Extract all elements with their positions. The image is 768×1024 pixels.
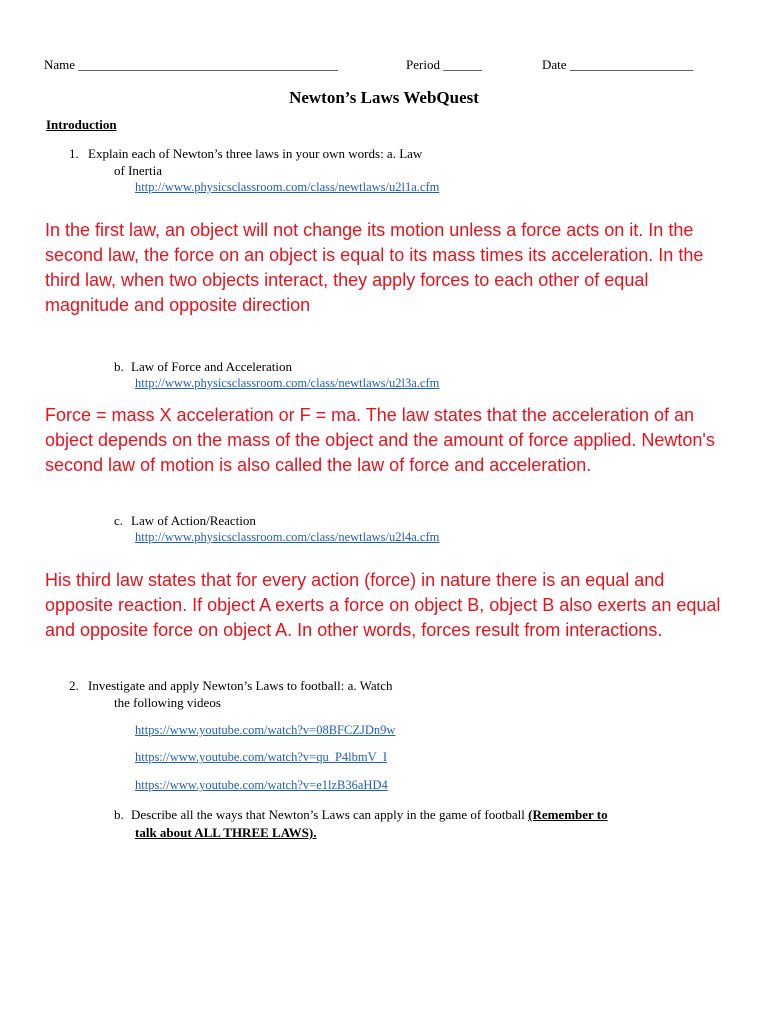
- link-law-of-force-acceleration[interactable]: http://www.physicsclassroom.com/class/newtlaws/u2l3a.cfm: [135, 376, 440, 390]
- video-link-1[interactable]: https://www.youtube.com/watch?v=08BFCZJDn9w: [135, 723, 396, 737]
- question-2-number: 2.: [69, 678, 79, 693]
- question-2b-prompt: Describe all the ways that Newton’s Laws can apply in the game of football: [131, 807, 525, 822]
- question-1b-label: Law of Force and Acceleration: [131, 359, 292, 374]
- question-2-text-cont: the following videos: [114, 695, 221, 710]
- answer-1a: In the first law, an object will not change its motion unless a force acts on it. In the second law, the force on an object is equal to its mass times its acceleration. In the third law, when two objects interact, they apply forces to each other of equal magnitude and opposite direction: [45, 220, 704, 315]
- video-link-3[interactable]: https://www.youtube.com/watch?v=e1lzB36aHD4: [135, 778, 388, 792]
- question-1c-label: Law of Action/Reaction: [131, 513, 256, 528]
- link-law-of-action-reaction[interactable]: http://www.physicsclassroom.com/class/newtlaws/u2l4a.cfm: [135, 530, 440, 544]
- date-field-label[interactable]: Date ___________________: [542, 57, 694, 72]
- question-1-text: Explain each of Newton’s three laws in your own words: a. Law: [88, 146, 423, 161]
- page-title: Newton’s Laws WebQuest: [289, 88, 479, 107]
- video-link-2[interactable]: https://www.youtube.com/watch?v=qu_P4lbmV_I: [135, 750, 388, 764]
- question-2b-letter: b.: [114, 807, 124, 822]
- question-1c-letter: c.: [114, 513, 124, 528]
- question-2-text: Investigate and apply Newton’s Laws to football: a. Watch: [88, 678, 393, 693]
- section-heading-introduction: Introduction: [46, 117, 117, 132]
- question-1-number: 1.: [69, 146, 79, 161]
- question-1b-letter: b.: [114, 359, 124, 374]
- answer-1b: Force = mass X acceleration or F = ma. The law states that the acceleration of an object depends on the mass of the object and the amount of force applied. Newton's second law of motion is also called the law of force and acceleration.: [45, 405, 715, 475]
- answer-1c: His third law states that for every action (force) in nature there is an equal and opposite reaction. If object A exerts a force on object B, object B also exerts an equal and opposite force on object A. In other words, forces result from interactions.: [45, 570, 721, 640]
- name-field-label[interactable]: Name ________________________________________: [44, 57, 339, 72]
- question-2b-text: [131, 807, 608, 823]
- question-1-text-cont: of Inertia: [114, 163, 163, 178]
- link-law-of-inertia[interactable]: http://www.physicsclassroom.com/class/newtlaws/u2l1a.cfm: [135, 180, 440, 194]
- question-2b-emphasis: (Remember to: [528, 807, 608, 822]
- period-field-label[interactable]: Period ______: [406, 57, 483, 72]
- question-2b-emphasis-cont: talk about ALL THREE LAWS).: [135, 825, 317, 840]
